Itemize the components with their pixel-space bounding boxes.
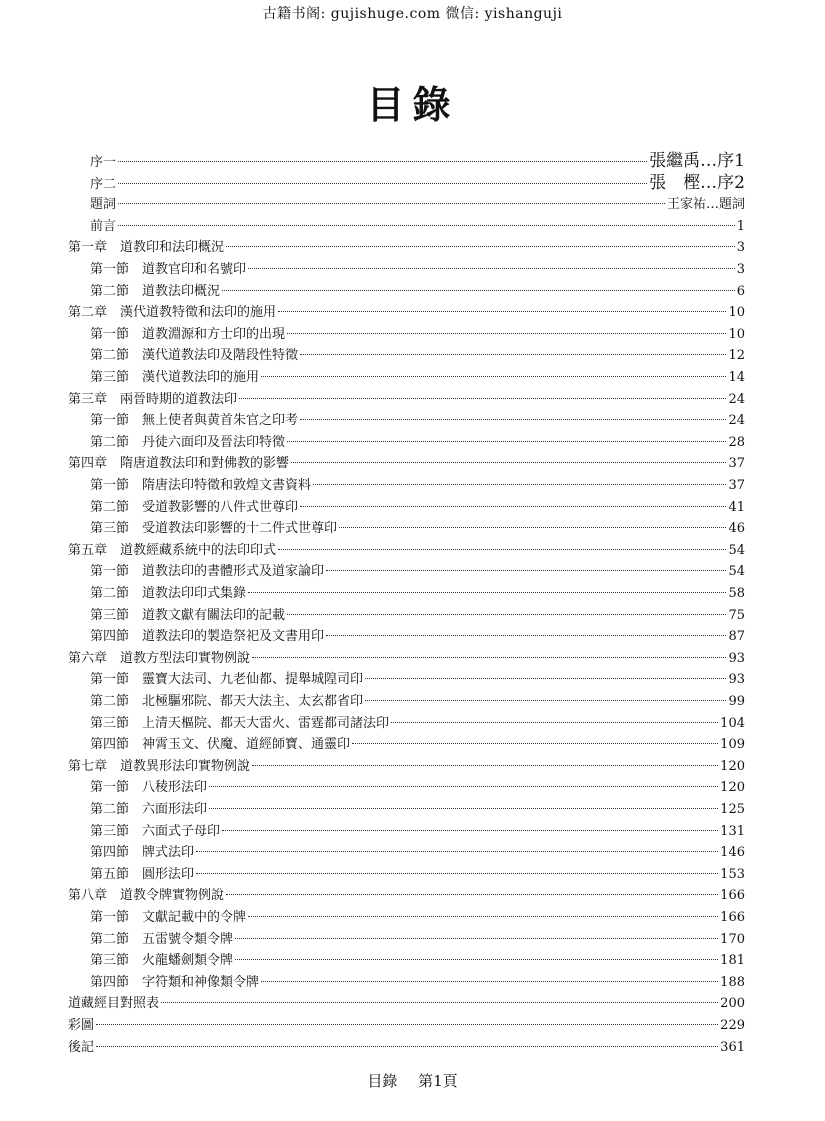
- toc-section-row: [90, 345, 745, 366]
- toc-dot-leader: [196, 851, 718, 852]
- toc-chapter-row: [68, 993, 745, 1014]
- toc-entry-page: 41: [728, 499, 745, 515]
- toc-entry-page: 24: [728, 391, 745, 407]
- toc-entry-label: 第二節 漢代道教法印及階段性特徵: [90, 348, 299, 364]
- toc-section-row: [90, 324, 745, 345]
- toc-section-row: [90, 151, 745, 172]
- toc-entry-page: 54: [728, 564, 745, 580]
- toc-entry-label: 第一節 文獻記載中的令牌: [90, 910, 247, 925]
- toc-entry-page: 131: [720, 823, 745, 839]
- toc-chapter-row: [68, 237, 745, 258]
- toc-dot-leader: [222, 290, 735, 291]
- toc-section-row: [90, 475, 745, 496]
- toc-dot-leader: [313, 484, 726, 485]
- toc-entry-label: 第二節 六面形法印: [90, 802, 208, 817]
- toc-dot-leader: [196, 873, 718, 874]
- toc-dot-leader: [96, 1024, 718, 1025]
- toc-entry-page: 14: [728, 370, 745, 385]
- toc-dot-leader: [300, 354, 726, 355]
- toc-dot-leader: [161, 1002, 718, 1003]
- toc-entry-page: 12: [728, 348, 745, 364]
- toc-dot-leader: [235, 938, 718, 939]
- toc-entry-label: 第四節 牌式法印: [90, 845, 195, 861]
- toc-dot-leader: [300, 506, 726, 507]
- toc-section-row: [90, 734, 745, 755]
- toc-chapter-row: [68, 302, 745, 323]
- toc-section-row: [90, 713, 745, 734]
- toc-entry-page: 200: [720, 996, 745, 1012]
- toc-entry-page: 181: [720, 953, 745, 969]
- toc-dot-leader: [339, 527, 726, 528]
- toc-entry-page: 6: [736, 283, 745, 299]
- toc-entry-page: 120: [720, 780, 745, 796]
- toc-entry-label: 第二章 漢代道教特徵和法印的施用: [68, 305, 277, 321]
- toc-entry-page: 10: [728, 305, 745, 321]
- toc-section-row: [90, 864, 745, 885]
- toc-entry-label: 第五章 道教經藏系統中的法印印式: [68, 542, 277, 558]
- toc-section-row: [90, 907, 745, 928]
- toc-section-row: [90, 173, 745, 194]
- toc-chapter-row: [68, 1015, 745, 1036]
- toc-entry-page: 75: [728, 607, 745, 623]
- toc-chapter-row: [68, 885, 745, 906]
- toc-entry-page: 王家祐…題詞: [666, 197, 745, 213]
- toc-entry-page: 125: [720, 802, 745, 817]
- toc-entry-label: 第一章 道教印和法印概況: [68, 240, 225, 256]
- toc-section-row: [90, 583, 745, 604]
- toc-dot-leader: [287, 441, 726, 442]
- toc-section-row: [90, 669, 745, 690]
- toc-dot-leader: [226, 894, 718, 895]
- toc-section-row: [90, 518, 745, 539]
- toc-entry-label: 第四節 道教法印的製造祭祀及文書用印: [90, 629, 325, 645]
- toc-entry-label: 序一: [90, 155, 117, 170]
- toc-entry-page: 24: [728, 413, 745, 429]
- toc-section-row: [90, 777, 745, 798]
- toc-entry-page: 張 樫…序2: [649, 172, 745, 193]
- toc-entry-page: 104: [720, 715, 745, 731]
- toc-dot-leader: [118, 161, 647, 162]
- toc-entry-page: 張繼禹…序1: [649, 151, 745, 171]
- toc-entry-label: 第二節 道教法印概況: [90, 283, 221, 299]
- toc-entry-page: 46: [728, 521, 745, 537]
- toc-entry-label: 第二節 受道教影響的八件式世尊印: [90, 499, 299, 515]
- toc-entry-label: 第三節 火龍蟠劍類令牌: [90, 953, 234, 969]
- toc-entry-page: 153: [720, 866, 745, 882]
- toc-section-row: [90, 497, 745, 518]
- toc-dot-leader: [118, 225, 735, 226]
- toc-section-row: [90, 972, 745, 993]
- toc-entry-label: 第一節 八稜形法印: [90, 780, 208, 796]
- toc-dot-leader: [261, 981, 718, 982]
- toc-chapter-row: [68, 540, 745, 561]
- toc-dot-leader: [291, 462, 726, 463]
- toc-entry-label: 第四節 字符類和神像類令牌: [90, 974, 260, 990]
- toc-entry-page: 1: [736, 218, 745, 234]
- toc-section-row: [90, 281, 745, 302]
- watermark-header: 古籍书阁: gujishuge.com 微信: yishanguji: [262, 6, 563, 22]
- toc-section-row: [90, 626, 745, 647]
- toc-entry-label: 第一節 靈寶大法司、九老仙都、提舉城隍司印: [90, 672, 364, 688]
- toc-dot-leader: [278, 311, 726, 312]
- toc-entry-label: 第二節 丹徒六面印及晉法印特徵: [90, 434, 286, 450]
- toc-entry-page: 229: [720, 1018, 745, 1033]
- toc-entry-label: 第一節 道教淵源和方士印的出現: [90, 326, 286, 342]
- toc-dot-leader: [287, 614, 726, 615]
- toc-section-row: [90, 216, 745, 237]
- toc-entry-page: 109: [720, 737, 745, 753]
- toc-section-row: [90, 842, 745, 863]
- toc-entry-page: 93: [728, 672, 745, 688]
- toc-entry-page: 3: [736, 262, 745, 277]
- toc-entry-page: 87: [728, 629, 745, 645]
- page-title: 目錄: [366, 82, 459, 127]
- toc-entry-label: 第三節 受道教法印影響的十二件式世尊印: [90, 521, 338, 537]
- toc-dot-leader: [248, 592, 726, 593]
- toc-entry-label: 題詞: [90, 197, 117, 213]
- toc-section-row: [90, 799, 745, 820]
- toc-entry-page: 93: [728, 650, 745, 666]
- toc-entry-page: 28: [728, 434, 745, 450]
- toc-chapter-row: [68, 453, 745, 474]
- toc-dot-leader: [209, 808, 718, 809]
- toc-entry-label: 第四章 隋唐道教法印和對佛教的影響: [68, 456, 290, 472]
- toc-entry-page: 166: [720, 888, 745, 904]
- toc-entry-page: 3: [736, 240, 745, 256]
- toc-entry-label: 彩圖: [68, 1018, 95, 1033]
- toc-entry-label: 第二節 北極驅邪院、都天大法主、太玄都省印: [90, 694, 364, 709]
- toc-entry-page: 166: [720, 910, 745, 925]
- toc-entry-label: 後記: [68, 1039, 95, 1055]
- toc-entry-label: 第八章 道教令牌實物例說: [68, 888, 225, 904]
- toc-entry-label: 道藏經目對照表: [68, 996, 160, 1012]
- toc-section-row: [90, 410, 745, 431]
- toc-entry-page: 361: [720, 1039, 745, 1055]
- toc-dot-leader: [278, 549, 726, 550]
- toc-section-row: [90, 432, 745, 453]
- toc-dot-leader: [300, 419, 726, 420]
- toc-section-row: [90, 691, 745, 712]
- toc-section-row: [90, 821, 745, 842]
- toc-dot-leader: [326, 570, 726, 571]
- toc-dot-leader: [261, 376, 726, 377]
- footer-section: 目錄: [367, 1072, 398, 1090]
- toc-dot-leader: [287, 333, 726, 334]
- toc-entry-page: 99: [728, 694, 745, 709]
- toc-dot-leader: [118, 183, 647, 184]
- toc-section-row: [90, 929, 745, 950]
- toc-entry-label: 第三節 道教文獻有關法印的記載: [90, 607, 286, 623]
- toc-entry-page: 188: [720, 974, 745, 990]
- toc-entry-page: 146: [720, 845, 745, 861]
- toc-dot-leader: [326, 635, 726, 636]
- toc-entry-label: 序二: [90, 176, 117, 192]
- toc-dot-leader: [248, 916, 718, 917]
- toc-entry-label: 第三節 上清天樞院、都天大雷火、雷霆都司諸法印: [90, 715, 390, 731]
- toc-dot-leader: [226, 246, 735, 247]
- toc-section-row: [90, 605, 745, 626]
- toc-entry-label: 第一節 道教官印和名號印: [90, 262, 247, 277]
- toc-entry-label: 前言: [90, 218, 117, 234]
- toc-section-row: [90, 194, 745, 215]
- toc-entry-page: 120: [720, 758, 745, 774]
- toc-entry-page: 54: [728, 542, 745, 558]
- toc-entry-label: 第五節 圓形法印: [90, 866, 195, 882]
- toc-entry-label: 第二節 五雷號令類令牌: [90, 931, 234, 947]
- toc-dot-leader: [252, 657, 726, 658]
- toc-entry-page: 170: [720, 931, 745, 947]
- toc-dot-leader: [352, 743, 718, 744]
- toc-dot-leader: [235, 959, 718, 960]
- toc-dot-leader: [365, 700, 726, 701]
- toc-chapter-row: [68, 1037, 745, 1058]
- toc-dot-leader: [391, 722, 718, 723]
- toc-chapter-row: [68, 756, 745, 777]
- toc-dot-leader: [209, 786, 718, 787]
- toc-entry-page: 58: [728, 586, 745, 601]
- toc-dot-leader: [365, 678, 726, 679]
- toc-entry-label: 第四節 神霄玉文、伏魔、道經師寶、通靈印: [90, 737, 351, 753]
- toc-chapter-row: [68, 648, 745, 669]
- toc-entry-page: 10: [728, 326, 745, 342]
- toc-entry-page: 37: [728, 456, 745, 472]
- toc-entry-label: 第一節 無上使者與黄首朱官之印考: [90, 413, 299, 429]
- toc-dot-leader: [252, 765, 718, 766]
- toc-chapter-row: [68, 389, 745, 410]
- toc-entry-label: 第三節 漢代道教法印的施用: [90, 370, 260, 385]
- page-footer: [0, 1070, 825, 1091]
- toc-entry-label: 第二節 道教法印印式集錄: [90, 586, 247, 601]
- toc-entry-label: 第七章 道教異形法印實物例說: [68, 758, 251, 774]
- toc-entry-label: 第六章 道教方型法印實物例說: [68, 650, 251, 666]
- toc-section-row: [90, 367, 745, 388]
- toc-dot-leader: [248, 268, 735, 269]
- toc-section-row: [90, 259, 745, 280]
- toc-section-row: [90, 950, 745, 971]
- toc-entry-label: 第三章 兩晉時期的道教法印: [68, 391, 238, 407]
- toc-entry-label: 第三節 六面式子母印: [90, 823, 221, 839]
- footer-page-label: 第1頁: [418, 1072, 458, 1090]
- toc-dot-leader: [239, 398, 726, 399]
- toc-entry-label: 第一節 隋唐法印特徵和敦煌文書資料: [90, 478, 312, 493]
- toc-entry-label: 第一節 道教法印的書體形式及道家論印: [90, 564, 325, 580]
- toc-dot-leader: [222, 830, 718, 831]
- toc-entry-page: 37: [728, 478, 745, 493]
- toc-dot-leader: [96, 1046, 718, 1047]
- toc-section-row: [90, 561, 745, 582]
- toc-dot-leader: [118, 203, 665, 204]
